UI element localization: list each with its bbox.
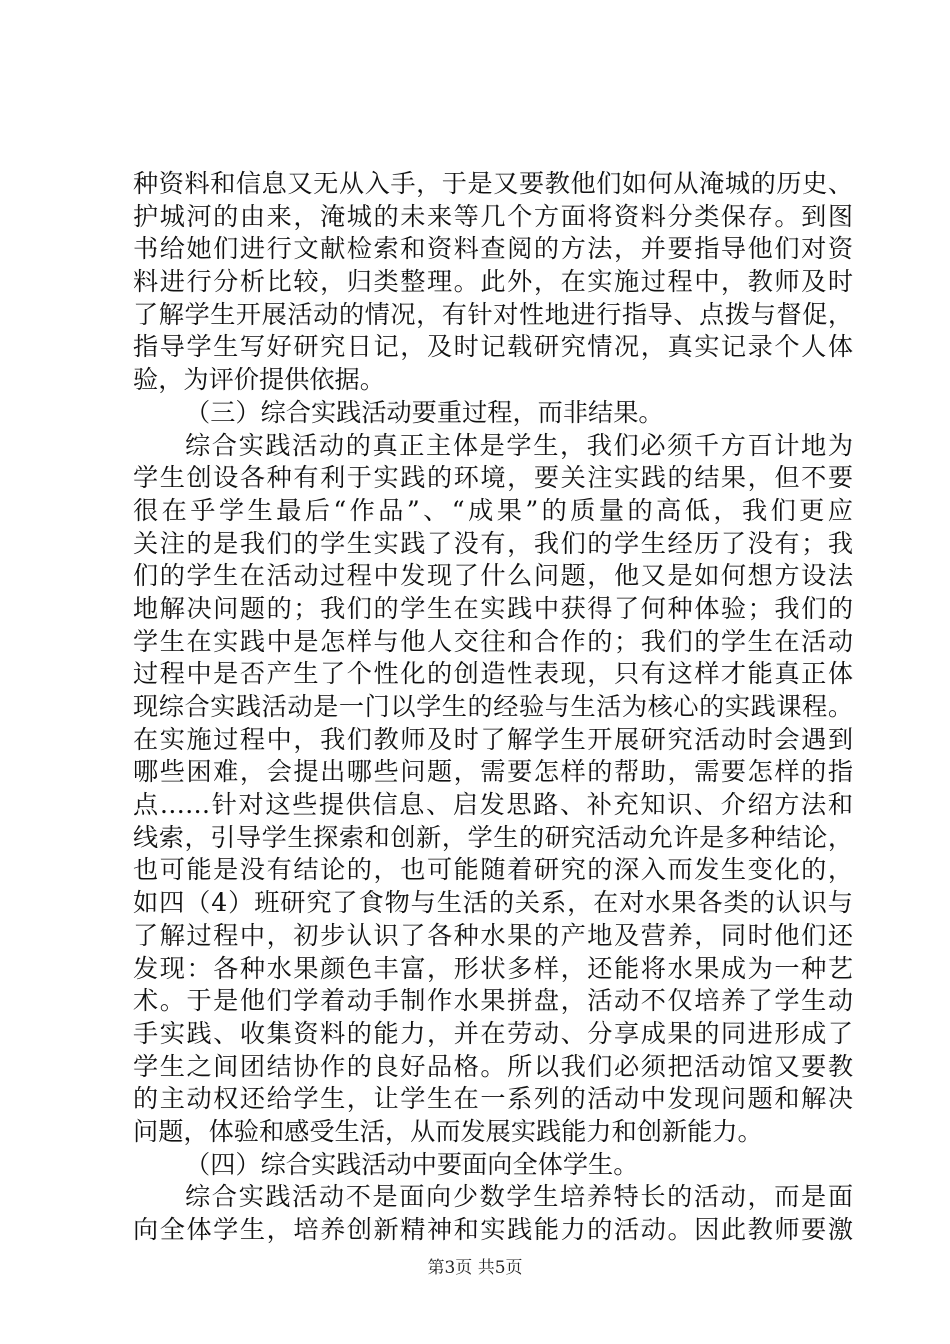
text-line: 的主动权还给学生，让学生在一系列的活动中发现问题和解决: [133, 1084, 853, 1114]
text-line: 种资料和信息又无从入手，于是又要教他们如何从淹城的历史、: [133, 169, 853, 198]
text-line: 如四（4）班研究了食物与生活的关系，在对水果各类的认识与: [133, 888, 853, 918]
text-line: 学生之间团结协作的良好品格。所以我们必须把活动馆又要教: [133, 1051, 853, 1081]
text-line: 护城河的由来，淹城的未来等几个方面将资料分类保存。到图: [133, 201, 853, 231]
text-line: 验，为评价提供依据。: [133, 365, 385, 395]
text-line: 综合实践活动不是面向少数学生培养特长的活动，而是面: [185, 1182, 853, 1212]
text-line: 术。于是他们学着动手制作水果拼盘，活动不仅培养了学生动: [133, 986, 853, 1016]
document-body: [133, 168, 853, 1247]
text-line: 学生在实践中是怎样与他人交往和合作的；我们的学生在活动: [133, 626, 853, 656]
text-line: 过程中是否产生了个性化的创造性表现，只有这样才能真正体: [133, 659, 853, 689]
text-line: 发现：各种水果颜色丰富，形状多样，还能将水果成为一种艺: [133, 953, 853, 983]
text-line: 了解过程中，初步认识了各种水果的产地及营养，同时他们还: [133, 920, 853, 950]
text-line: 关注的是我们的学生实践了没有，我们的学生经历了没有；我: [133, 528, 853, 558]
text-line: 问题，体验和感受生活，从而发展实践能力和创新能力。: [133, 1116, 763, 1146]
text-line: 学生创设各种有利于实践的环境，要关注实践的结果，但不要: [133, 463, 853, 493]
text-line: 在实施过程中，我们教师及时了解学生开展研究活动时会遇到: [133, 724, 853, 754]
text-line: 也可能是没有结论的，也可能随着研究的深入而发生变化的，: [133, 855, 853, 885]
text-line: 点……针对这些提供信息、启发思路、补充知识、介绍方法和: [133, 790, 853, 820]
section-heading: （四）综合实践活动中要面向全体学生。: [185, 1149, 639, 1179]
text-line: 哪些困难，会提出哪些问题，需要怎样的帮助，需要怎样的指: [133, 757, 853, 787]
text-line: 综合实践活动的真正主体是学生，我们必须千方百计地为: [185, 430, 853, 460]
text-line: 线索，引导学生探索和创新，学生的研究活动允许是多种结论，: [133, 822, 853, 852]
text-line: 向全体学生，培养创新精神和实践能力的活动。因此教师要激: [133, 1215, 853, 1244]
page-number: 第3页 共5页: [427, 1258, 523, 1278]
text-line: 了解学生开展活动的情况，有针对性地进行指导、点拨与督促，: [133, 299, 853, 329]
text-line: 地解决问题的；我们的学生在实践中获得了何种体验；我们的: [133, 593, 853, 623]
section-heading: （三）综合实践活动要重过程，而非结果。: [185, 397, 664, 427]
text-line: 书给她们进行文献检索和资料查阅的方法，并要指导他们对资: [133, 234, 853, 264]
text-line: 料进行分析比较，归类整理。此外，在实施过程中，教师及时: [133, 267, 853, 297]
text-line: 很在乎学生最后“作品”、“成果”的质量的高低，我们更应: [133, 495, 853, 525]
text-line: 手实践、收集资料的能力，并在劳动、分享成果的同进形成了: [133, 1018, 853, 1048]
text-line: 指导学生写好研究日记，及时记载研究情况，真实记录个人体: [133, 332, 853, 362]
text-line: 们的学生在活动过程中发现了什么问题，他又是如何想方设法: [133, 561, 853, 591]
text-line: 现综合实践活动是一门以学生的经验与生活为核心的实践课程。: [133, 692, 853, 721]
